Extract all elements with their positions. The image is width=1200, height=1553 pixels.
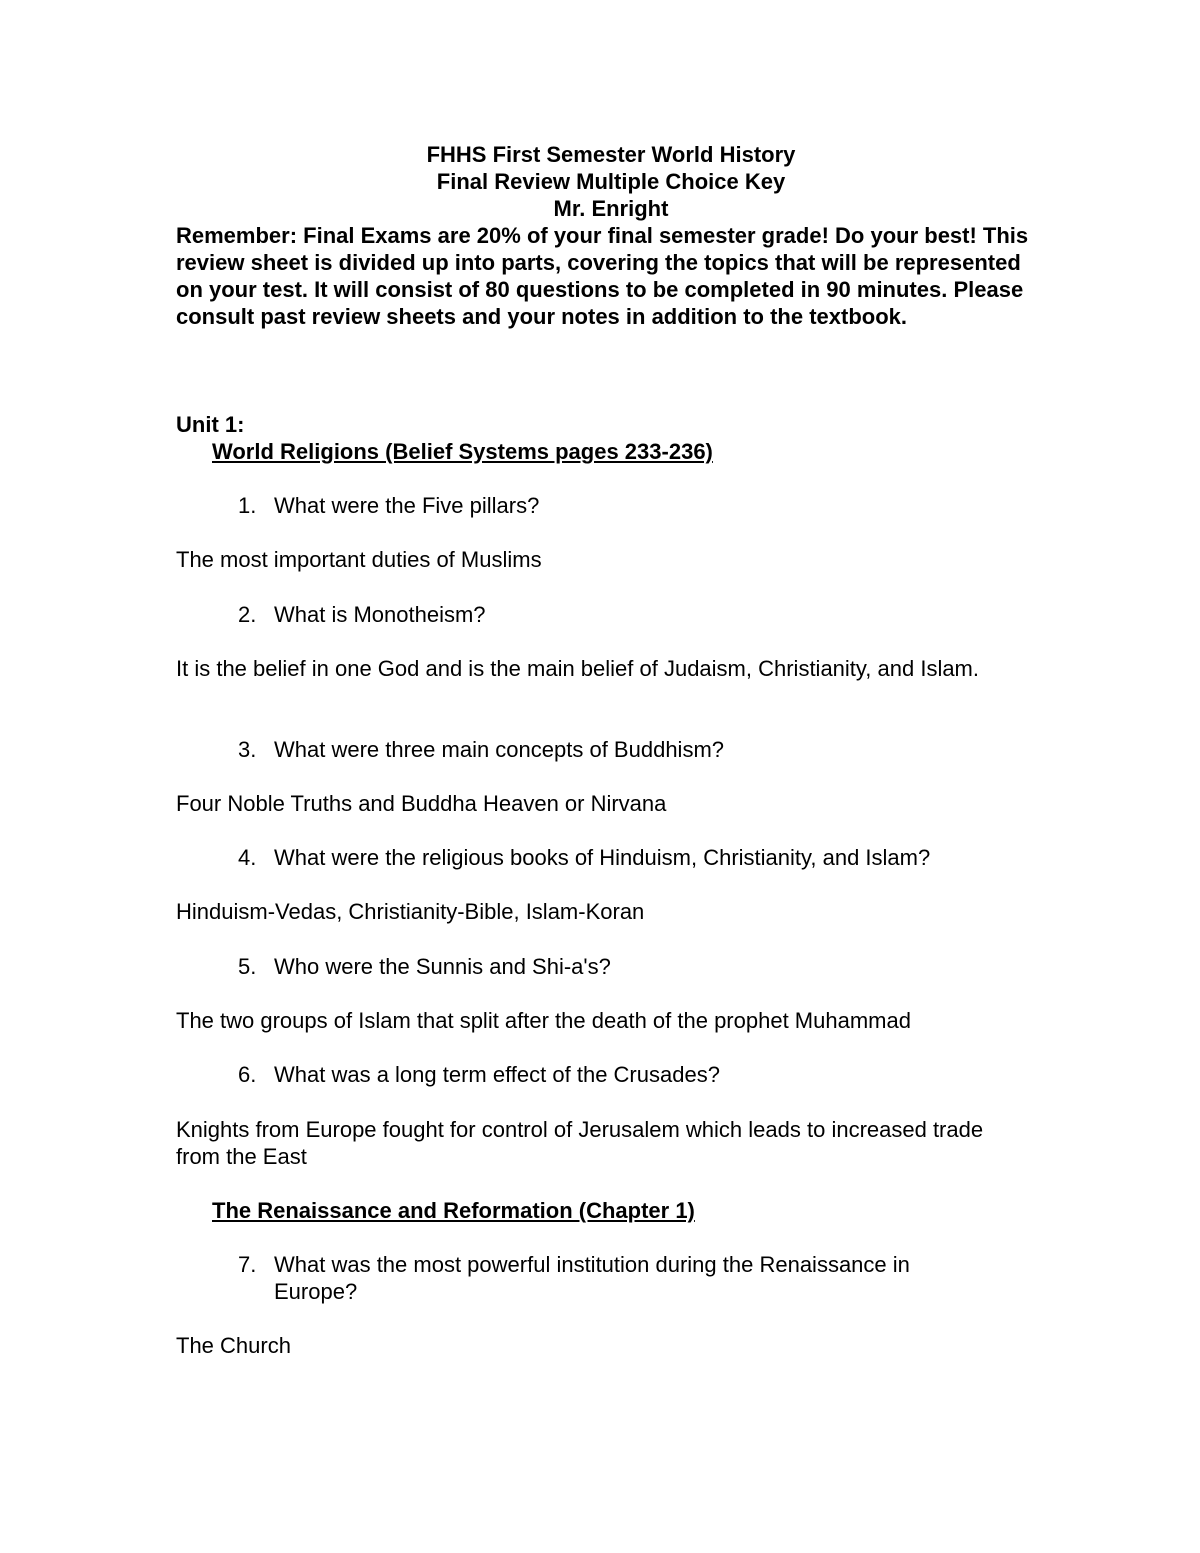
question-item	[238, 953, 998, 980]
answer-text: Knights from Europe fought for control of Jerusalem which leads to increased trade from the East	[176, 1117, 984, 1169]
question-text: What was a long term effect of the Crusades?	[274, 1062, 720, 1087]
question-text: What were three main concepts of Buddhism?	[274, 737, 725, 762]
question-number: 2.	[238, 602, 257, 627]
author-name: Mr. Enright	[553, 196, 669, 221]
answer-text: The Church	[176, 1333, 291, 1358]
question-number: 1.	[238, 493, 257, 518]
document-title: FHHS First Semester World History	[426, 142, 796, 167]
answer-text: Four Noble Truths and Buddha Heaven or Nirvana	[176, 791, 667, 816]
question-number: 7.	[238, 1252, 257, 1277]
answer-text: Hinduism-Vedas, Christianity-Bible, Islam-Koran	[176, 899, 645, 924]
question-text: What were the religious books of Hinduism, Christianity, and Islam?	[274, 845, 931, 870]
question-text: Who were the Sunnis and Shi-a's?	[274, 954, 611, 979]
question-item	[238, 736, 998, 763]
unit-label: Unit 1:	[176, 412, 245, 437]
answer-text: The two groups of Islam that split after the death of the prophet Muhammad	[176, 1008, 911, 1033]
question-item	[238, 1251, 998, 1305]
question-item	[238, 1061, 998, 1088]
question-text: What were the Five pillars?	[274, 493, 540, 518]
document-subtitle: Final Review Multiple Choice Key	[436, 169, 786, 194]
question-number: 6.	[238, 1062, 257, 1087]
answer-text: It is the belief in one God and is the main belief of Judaism, Christianity, and Islam.	[176, 656, 979, 681]
question-text: What is Monotheism?	[274, 602, 486, 627]
section-heading-renaissance: The Renaissance and Reformation (Chapter 1)	[212, 1198, 695, 1223]
question-item	[238, 601, 998, 628]
document-page	[176, 141, 1046, 1358]
section-heading-world-religions: World Religions (Belief Systems pages 233-236)	[212, 439, 713, 464]
question-text: What was the most powerful institution during the Renaissance in Europe?	[274, 1252, 910, 1304]
question-item	[238, 492, 998, 519]
question-number: 4.	[238, 845, 257, 870]
question-item	[238, 844, 998, 871]
answer-text: The most important duties of Muslims	[176, 547, 542, 572]
question-number: 5.	[238, 954, 257, 979]
question-number: 3.	[238, 737, 257, 762]
intro-paragraph: Remember: Final Exams are 20% of your final semester grade! Do your best! This review sheet is divided up into parts, covering the topics that will be represented on your test. It will consist of 80 questions to be completed in 90 minutes. Please consult past review sheets and your notes in addition to the textbook.	[176, 223, 1029, 329]
